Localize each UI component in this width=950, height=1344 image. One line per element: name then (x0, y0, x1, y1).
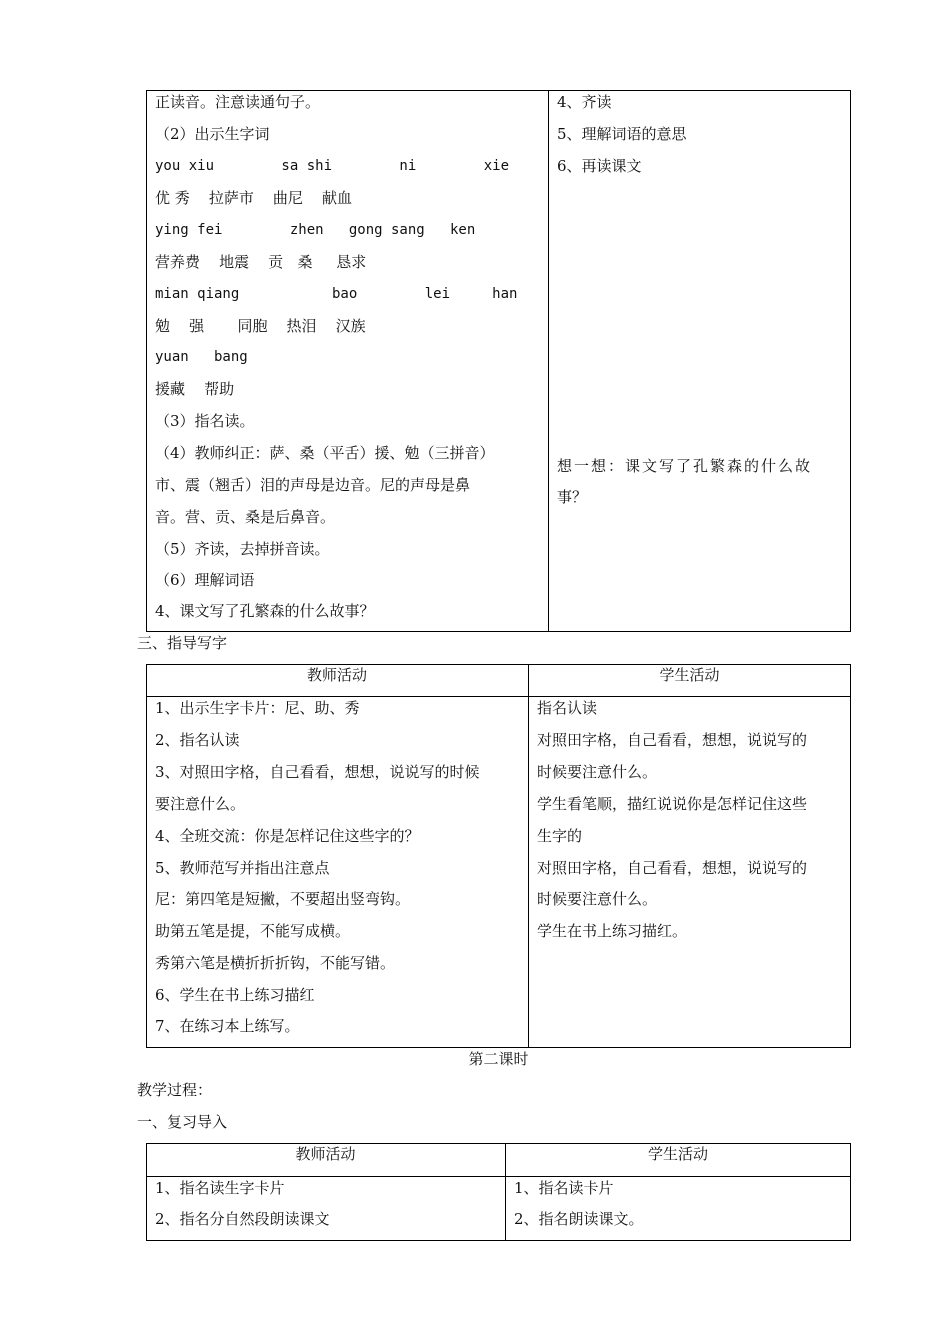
text-line: （3）指名读。 (155, 412, 255, 430)
text-line: 1、出示生字卡片：尼、助、秀 (155, 699, 360, 717)
column-header-student: 学生活动 (647, 1145, 708, 1163)
section-heading: 三、指导写字 (137, 634, 228, 652)
text-line: 6、学生在书上练习描红 (155, 986, 315, 1004)
text-line: 想一想：课文写了孔繁森的什么故 (557, 457, 813, 475)
column-header-student: 学生活动 (659, 666, 720, 684)
text-line: 优 秀 拉萨市 曲尼 献血 (155, 189, 352, 207)
text-line: 4、齐读 (557, 93, 612, 111)
pinyin-line: you xiu sa shi ni xie (155, 158, 510, 174)
text-line: （4）教师纠正：萨、桑（平舌）援、勉（三拼音） (155, 444, 495, 462)
text-line: 尼：第四笔是短撇，不要超出竖弯钩。 (155, 890, 411, 908)
text-line: 3、对照田字格，自己看看，想想，说说写的时候 (155, 763, 480, 781)
text-line: 生字的 (537, 827, 583, 845)
text-line: 援藏 帮助 (155, 380, 235, 398)
text-line: 指名认读 (537, 699, 598, 717)
column-header-teacher: 教师活动 (306, 666, 367, 684)
text-line: 4、课文写了孔繁森的什么故事？ (155, 602, 375, 620)
text-line: 对照田字格，自己看看，想想，说说写的 (537, 859, 808, 877)
column-header-teacher: 教师活动 (295, 1145, 356, 1163)
text-line: 营养费 地震 贡 桑 恳求 (155, 253, 367, 271)
text-line: 学生看笔顺，描红说说你是怎样记住这些 (537, 795, 808, 813)
column-divider (528, 665, 529, 1047)
text-line: 7、在练习本上练写。 (155, 1017, 300, 1035)
text-line: （5）齐读，去掉拼音读。 (155, 540, 330, 558)
text-line: 时候要注意什么。 (537, 763, 658, 781)
text-line: 1、指名读生字卡片 (155, 1179, 285, 1197)
text-line: 要注意什么。 (155, 795, 246, 813)
lesson-title: 第二课时 (468, 1050, 529, 1068)
text-line: 勉 强 同胞 热泪 汉族 (155, 317, 366, 335)
header-divider (147, 696, 850, 697)
text-line: 对照田字格，自己看看，想想，说说写的 (537, 731, 808, 749)
text-line: 正读音。注意读通句子。 (155, 93, 321, 111)
text-line: 市、震（翘舌）泪的声母是边音。尼的声母是鼻 (155, 476, 471, 494)
text-line: 5、教师范写并指出注意点 (155, 859, 330, 877)
text-line: （2）出示生字词 (155, 125, 270, 143)
column-divider (548, 91, 549, 631)
section-heading: 一、复习导入 (137, 1113, 228, 1131)
text-line: 助第五笔是提，不能写成横。 (155, 922, 351, 940)
text-line: 6、再读课文 (557, 157, 642, 175)
pinyin-line: yuan bang (155, 349, 248, 365)
pinyin-line: mian qiang bao lei han (155, 286, 518, 302)
text-line: 2、指名分自然段朗读课文 (155, 1210, 330, 1228)
text-line: 2、指名朗读课文。 (514, 1210, 644, 1228)
text-line: 秀第六笔是横折折折钩，不能写错。 (155, 954, 396, 972)
text-line: 2、指名认读 (155, 731, 240, 749)
text-line: 5、理解词语的意思 (557, 125, 687, 143)
text-line: （6）理解词语 (155, 571, 255, 589)
process-heading: 教学过程： (137, 1081, 213, 1099)
pinyin-line: ying fei zhen gong sang ken (155, 222, 476, 238)
text-line: 时候要注意什么。 (537, 890, 658, 908)
text-line: 音。营、贡、桑是后鼻音。 (155, 508, 336, 526)
text-line: 事？ (557, 488, 588, 506)
text-line: 1、指名读卡片 (514, 1179, 614, 1197)
text-line: 学生在书上练习描红。 (537, 922, 688, 940)
header-divider (147, 1176, 850, 1177)
text-line: 4、全班交流：你是怎样记住这些字的？ (155, 827, 420, 845)
